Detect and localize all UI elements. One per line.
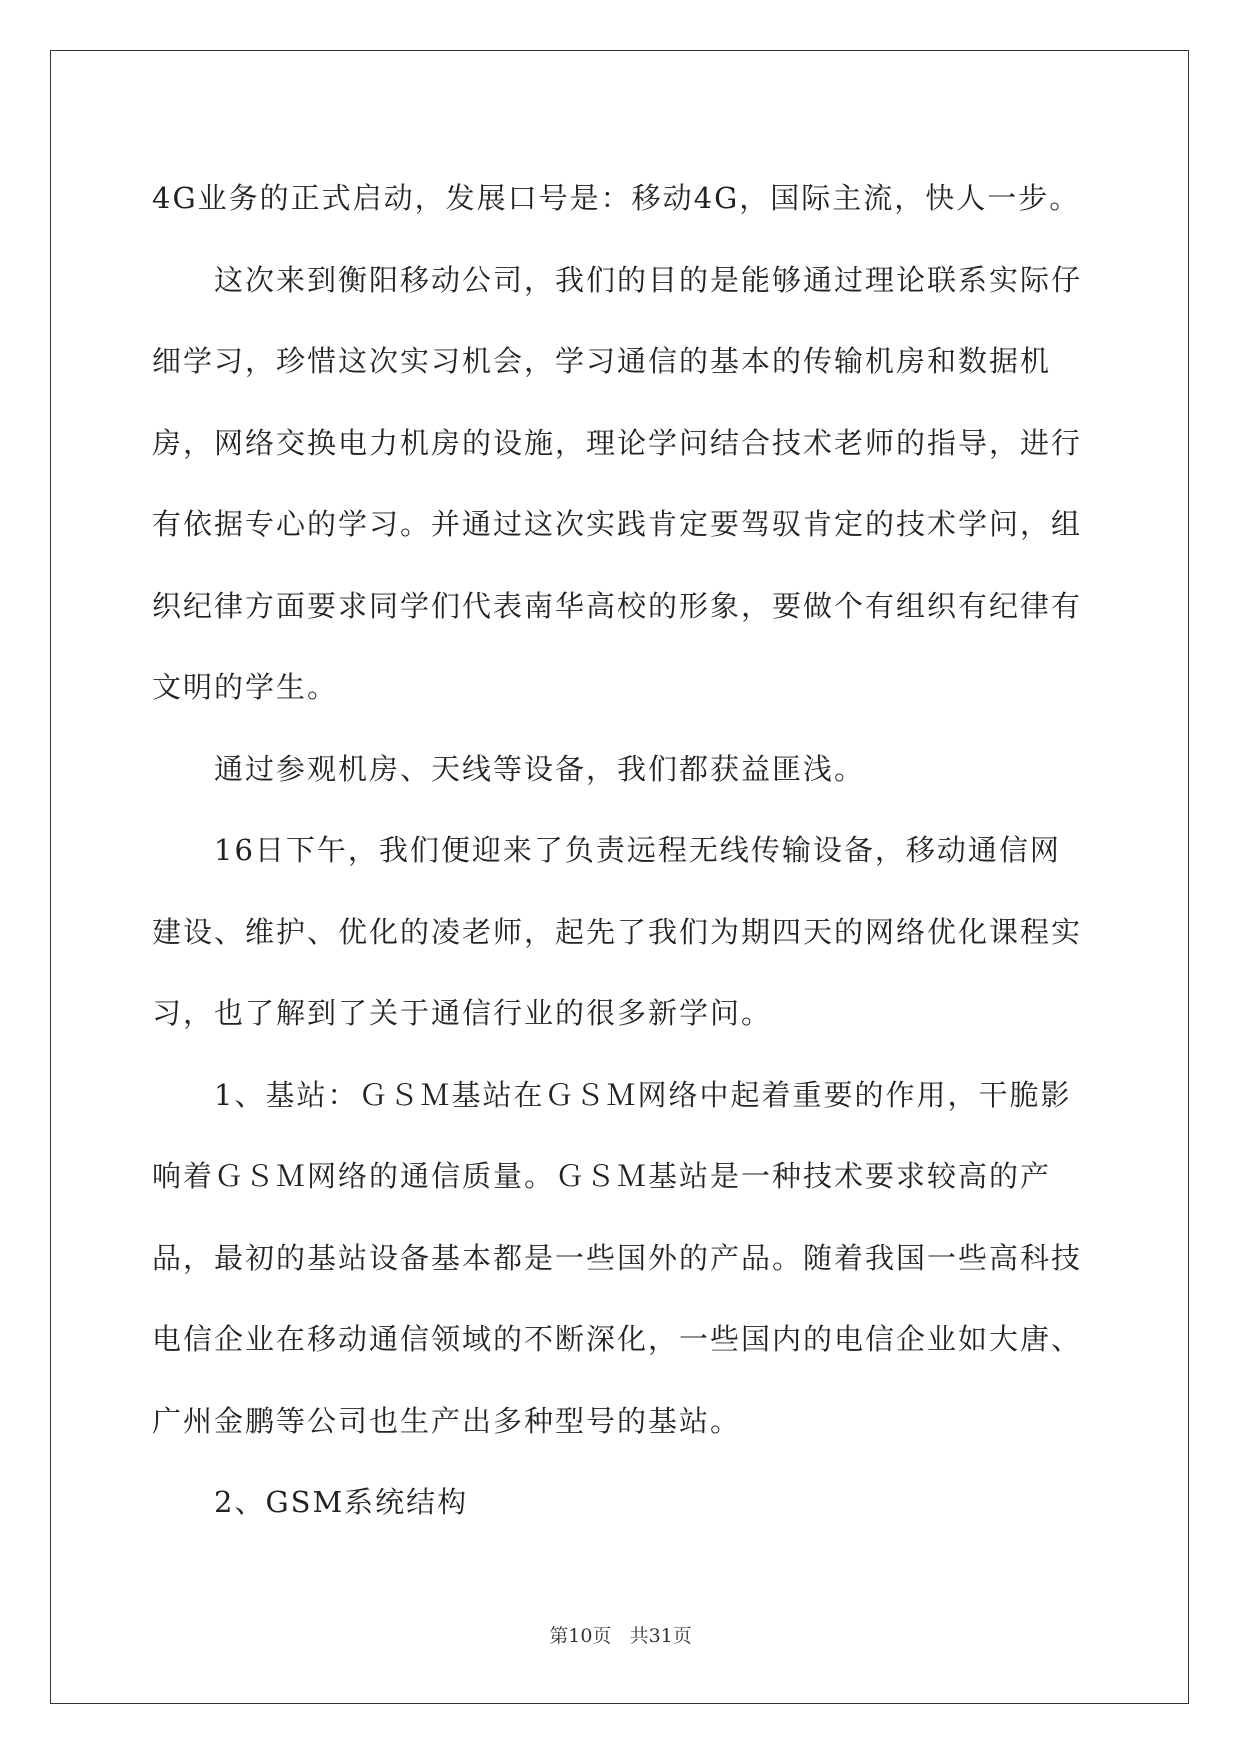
paragraph-4: 16日下午，我们便迎来了负责远程无线传输设备，移动通信网建设、维护、优化的凌老师，起先了我们为期四天的网络优化课程实习，也了解到了关于通信行业的很多新学问。 xyxy=(152,833,1083,1030)
page-number: 第10页 xyxy=(549,1625,612,1647)
paragraph-2: 这次来到衡阳移动公司，我们的目的是能够通过理论联系实际仔细学习，珍惜这次实习机会，学习通信的基本的传输机房和数据机房，网络交换电力机房的设施，理论学问结合技术老师的指导，进行有依据专心的学习。并通过这次实践肯定要驾驭肯定的技术学问，组织纪律方面要求同学们代表南华高校的形象，要做个有组织有纪律有文明的学生。 xyxy=(152,262,1083,704)
paragraph-6: 2、GSM系统结构 xyxy=(214,1485,469,1519)
document-body xyxy=(152,158,1090,1544)
paragraph-5: 1、基站：ＧＳＭ基站在ＧＳＭ网络中起着重要的作用，干脆影响着ＧＳＭ网络的通信质量。ＧＳＭ基站是一种技术要求较高的产品，最初的基站设备基本都是一些国外的产品。随着我国一些高科技电信企业在移动通信领域的不断深化，一些国内的电信企业如大唐、广州金鹏等公司也生产出多种型号的基站。 xyxy=(152,1077,1083,1438)
paragraph-3: 通过参观机房、天线等设备，我们都获益匪浅。 xyxy=(214,751,866,786)
page-total: 共31页 xyxy=(629,1625,692,1647)
page-footer xyxy=(0,1621,1241,1648)
paragraph-1: 4G业务的正式启动，发展口号是：移动4G，国际主流，快人一步。 xyxy=(152,181,1081,215)
